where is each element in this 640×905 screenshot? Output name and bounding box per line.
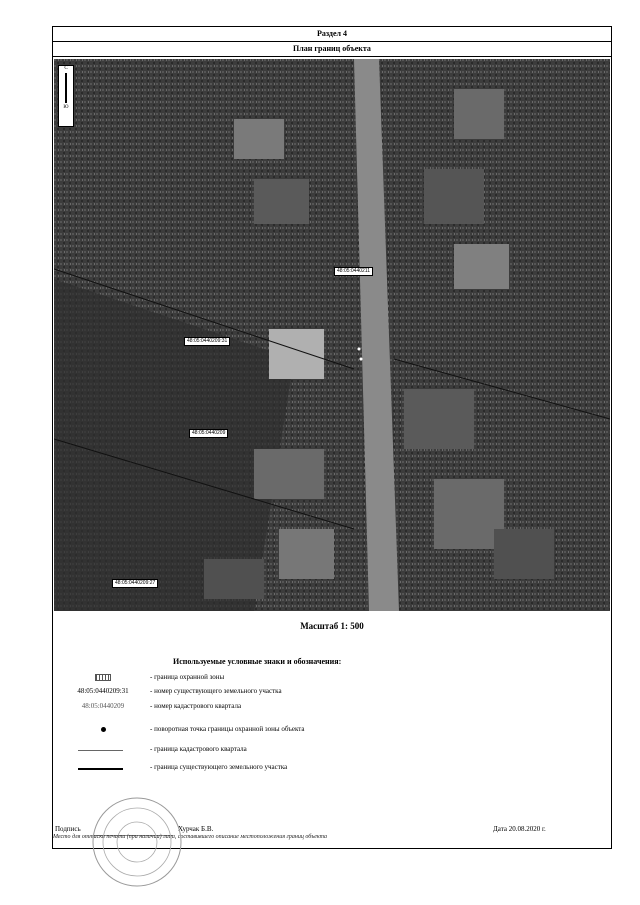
north-arrow <box>58 65 74 127</box>
map-scale: Масштаб 1: 500 <box>300 621 364 631</box>
map-label-parcel-27: 48:05:0440209:27 <box>112 579 158 588</box>
thick-line-icon <box>78 768 123 770</box>
signature-date: Дата 20.08.2020 г. <box>493 825 546 833</box>
satellite-map <box>54 59 610 611</box>
stamp-seal <box>90 795 185 890</box>
north-label: С <box>64 66 68 71</box>
document-frame <box>52 26 612 849</box>
legend-item: - граница существующего земельного участка <box>53 763 611 777</box>
map-label-quarter-1: 48:05:0440211 <box>334 267 373 276</box>
signature-label: Подпись <box>55 825 81 833</box>
stamp-footnote: Место для оттиска печати (при наличии) лица, составившего описание местоположения границ объекта <box>53 834 328 840</box>
plan-title: План границ объекта <box>53 42 611 57</box>
legend-item: - поворотная точка границы охранной зоны объекта <box>53 725 611 739</box>
point-icon <box>101 727 106 732</box>
legend-item: 48:05:0440209 - номер кадастрового квартала <box>81 702 242 710</box>
legend-title: Используемые условные знаки и обозначения: <box>173 657 342 666</box>
legend-item: - граница охранной зоны <box>53 673 611 687</box>
arrow-icon <box>65 73 67 103</box>
signer-name: Хурчак Б.В. <box>178 825 214 833</box>
south-label: Ю <box>63 105 69 110</box>
hatch-icon <box>95 674 111 681</box>
section-header: Раздел 4 <box>53 27 611 42</box>
legend-item: - граница кадастрового квартала <box>53 745 611 759</box>
map-label-quarter-2: 48:05:0440209 <box>189 429 228 438</box>
map-label-parcel-31: 48:05:0440209:31 <box>184 337 230 346</box>
thin-line-icon <box>78 750 123 751</box>
legend-item: 48:05:0440209:31 - номер существующего земельного участка <box>77 687 282 695</box>
map-imagery <box>54 59 610 611</box>
